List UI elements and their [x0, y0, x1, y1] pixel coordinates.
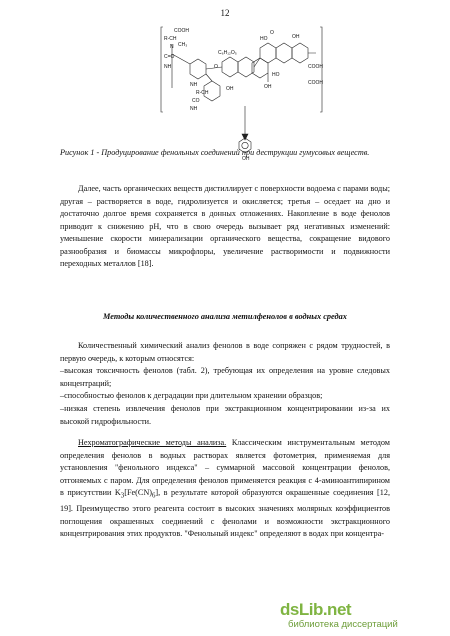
- chem-label: COOH: [308, 64, 323, 70]
- chem-label: R-CH: [196, 90, 209, 96]
- ring-middle: [222, 57, 238, 77]
- chem-label: O: [270, 30, 274, 36]
- paragraph-1: Далее, часть органических веществ дистиллирует с поверхности водоема с парами воды; другая – растворяется в воде, гидролизуется и окисляется; третья – оседает на дно и достаточно долгое время сохраняется в донных отложениях. Накопление в воде фенолов приводит к снижению pH, что в свою очередь вызывает ряд негативных изменений: уменьшение скорости минерализации органического вещества, сокращение видового разнообразия и биомассы микрофлоры, увеличение растворимости и подвижности переходных металлов [18].: [60, 184, 390, 268]
- method-lead: Нехроматографические методы анализа.: [78, 438, 227, 447]
- chem-label: CO: [192, 98, 200, 104]
- paragraph-3-text-a: Классическим инструментальным методом определения фенолов в водных растворах является фотометрия, применяемая для установления "фенольного индекса" – суммарной массовой концентрации фенолов, отгоняемых с паром. Для определения фенолов применяется реакция с 4-аминоантипирином в присутствии K: [60, 438, 390, 497]
- bullet-1: –высокая токсичность фенолов (табл. 2), требующая их определения на уровне следовых концентраций;: [60, 366, 390, 388]
- chem-label: OH: [264, 84, 272, 90]
- subscript-3: 3: [120, 492, 125, 500]
- paragraph-3-text-b: [Fe(CN): [124, 488, 152, 497]
- watermark-logo: dsLib.net: [280, 600, 352, 619]
- bullet-3: –низкая степень извлечения фенолов при экстракционном концентрировании из-за их высокой гидрофильности.: [60, 404, 390, 426]
- chem-label: N: [170, 44, 174, 50]
- chem-label: CH₃: [178, 42, 188, 48]
- bullet-2: –способностью фенолов к деградации при длительном хранении образцов;: [60, 391, 323, 400]
- chem-label: OH: [292, 34, 300, 40]
- subscript-6: 6: [151, 492, 156, 500]
- paragraph-2: Количественный химический анализ фенолов в воде сопряжен с рядом трудностей, в первую очередь, к которым относятся:: [60, 341, 390, 363]
- chem-label: OH: [226, 86, 234, 92]
- chem-label: HO: [272, 72, 280, 78]
- figure-caption: Рисунок 1 - Продуцирование фенольных соединений при деструкции гумусовых веществ.: [60, 148, 370, 157]
- section-heading: Методы количественного анализа метилфенолов в водных средах: [103, 312, 347, 321]
- ring-left: [190, 59, 206, 79]
- ring-right: [260, 43, 276, 63]
- chem-label: O: [214, 64, 218, 70]
- chem-label: COOH: [308, 80, 323, 86]
- chem-label: NH: [190, 82, 198, 88]
- chem-label: COOH: [174, 28, 189, 34]
- chem-label: NH: [190, 106, 198, 112]
- paragraph-3-text-c: ], в результате которой образуются окрашенные соединения [12, 19]. Преимущество этого реагента состоит в высоких значениях молярных коэффициентов поглощения окрашенных соединений с фенолами и возможности экстракционного концентрирования этих продуктов. "Фенольный индекс" определяют в водах при концентра-: [60, 488, 390, 539]
- chem-label: NH: [164, 64, 172, 70]
- product-label: OH: [242, 156, 250, 162]
- dslib-watermark: [280, 598, 440, 630]
- page-number: 12: [220, 8, 230, 18]
- chem-label: C₆H₁₂O₅: [218, 50, 237, 56]
- chem-label: C=O: [164, 54, 175, 60]
- chem-label: R-CH: [164, 36, 177, 42]
- chem-label: HO: [260, 36, 268, 42]
- watermark-subtitle: библиотека диссертаций: [288, 619, 398, 630]
- paragraph-3: [60, 437, 390, 541]
